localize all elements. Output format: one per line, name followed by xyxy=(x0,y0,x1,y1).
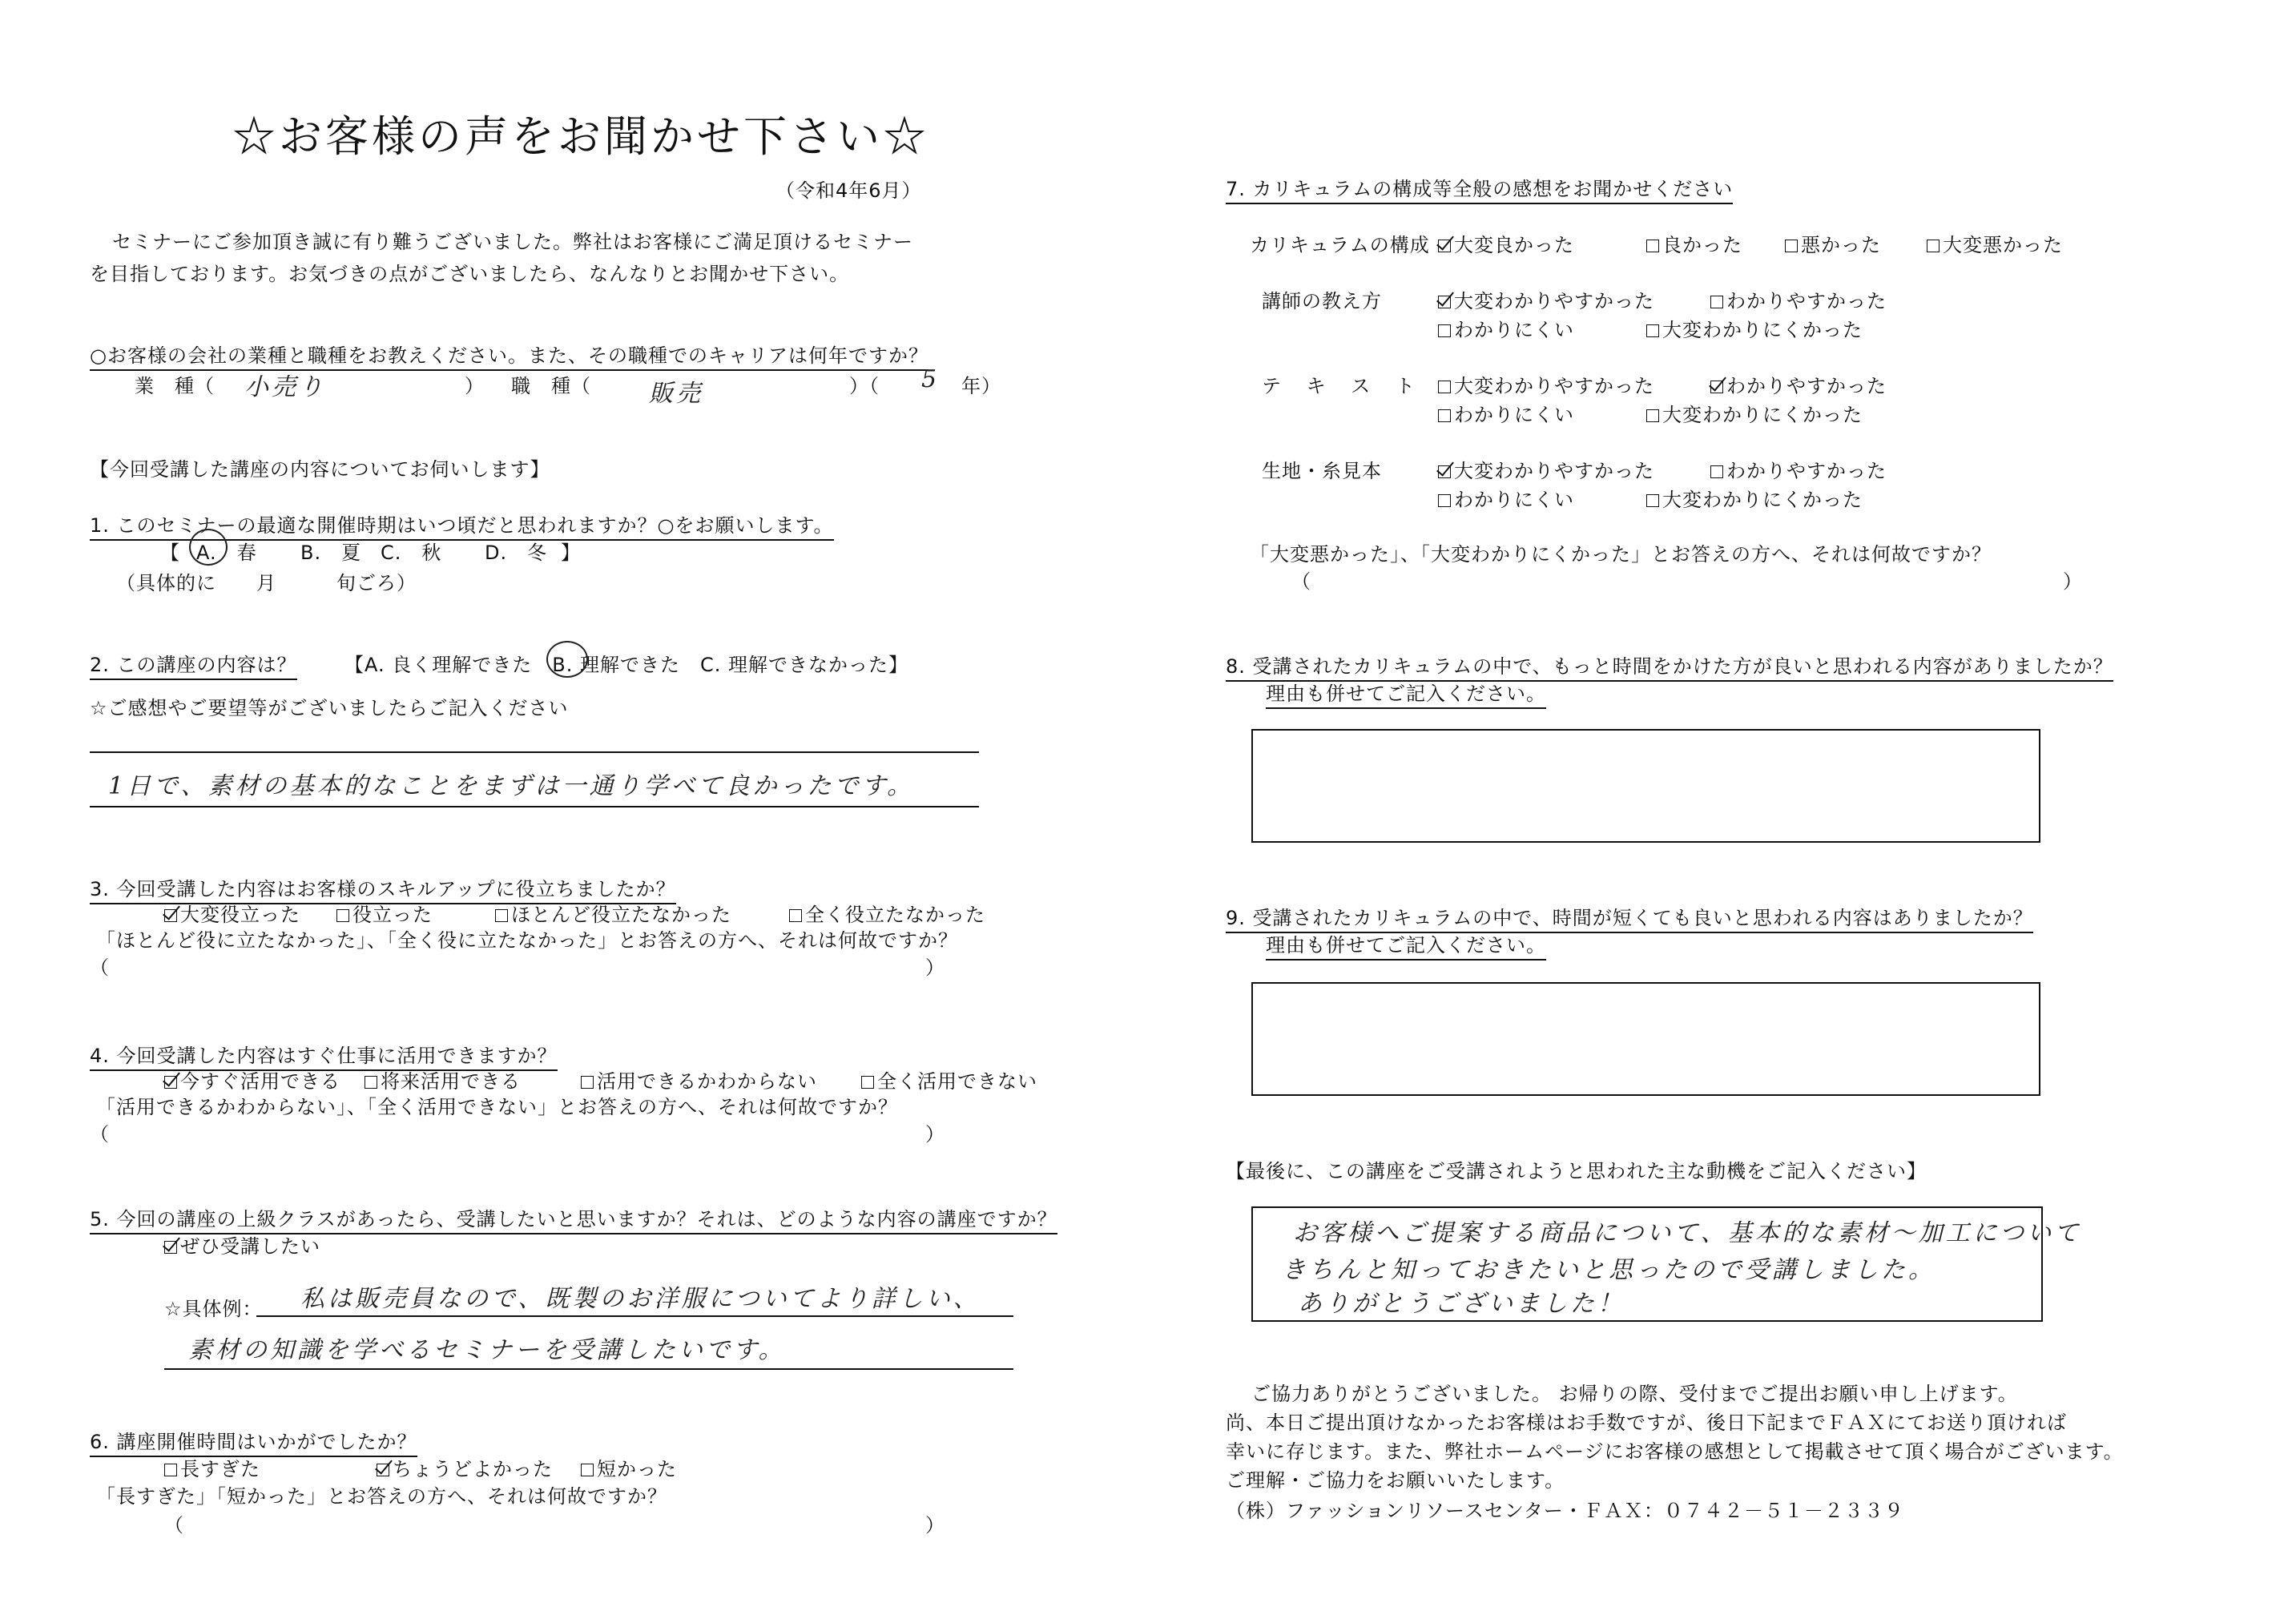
company-fax: （株）ファッションリソースセンター・ＦＡＸ：０７４２－５１－２３３９ xyxy=(1226,1500,1904,1522)
industry-label: 業 種（ xyxy=(135,375,215,397)
q3-reason-prompt: 「ほとんど役に立たなかった」、「全く役に立たなかった」とお答えの方へ、それは何故ですか？ xyxy=(96,929,958,952)
q1-option-a[interactable]: A. 春 xyxy=(196,542,257,564)
industry-value[interactable]: 小売り xyxy=(244,373,326,401)
q8-question: 8. 受講されたカリキュラムの中で、もっと時間をかけた方が良いと思われる内容がありましたか？ xyxy=(1226,650,2113,682)
q5-question: 5. 今回の講座の上級クラスがあったら、受講したいと思いますか？それは、どのような内容の講座ですか？ xyxy=(90,1203,1057,1234)
intro-line-1: セミナーにご参加頂き誠に有り難うございました。弊社はお客様にご満足頂けるセミナー xyxy=(112,231,913,253)
q4-reason-prompt: 「活用できるかわからない」、「全く活用できない」とお答えの方へ、それは何故ですか？ xyxy=(96,1096,898,1118)
q1-question: 1. このセミナーの最適な開催時期はいつ頃だと思われますか？○をお願いします。 xyxy=(90,509,834,541)
q5-example-line-2[interactable]: 素材の知識を学べるセミナーを受講したいです。 xyxy=(188,1336,786,1364)
q1-detail: （具体的に 月 旬ごろ） xyxy=(116,572,417,594)
q7-row-3-option-1[interactable]: 大変わかりやすかった xyxy=(1438,370,1654,398)
checkbox-checked-icon xyxy=(1438,296,1451,308)
q7-row-2-option-1[interactable]: 大変わかりやすかった xyxy=(1438,285,1654,313)
motive-answer-box[interactable] xyxy=(1251,1206,2082,1322)
checkbox-icon xyxy=(1438,409,1451,422)
q7-row-2-label: 講師の教え方 xyxy=(1262,290,1382,312)
checkbox-icon xyxy=(1785,240,1798,252)
checkbox-icon xyxy=(1927,240,1940,252)
years-value[interactable]: 5 xyxy=(921,365,941,393)
q6-paren-close: ） xyxy=(925,1514,945,1536)
motive-line-3: ありがとうございました！ xyxy=(1298,1290,1625,1318)
q1-option-b[interactable]: B. 夏 xyxy=(300,542,362,564)
job-close: ）（ xyxy=(849,375,880,397)
q5-line-2 xyxy=(164,1368,1013,1370)
checkbox-icon xyxy=(1710,465,1723,478)
q7-row-4-option-3[interactable]: わかりにくい xyxy=(1438,484,1574,512)
q5-example-line-1[interactable]: 私は販売員なので、既製のお洋服についてより詳しい、 xyxy=(300,1285,981,1313)
form-date: （令和4年6月） xyxy=(775,179,922,202)
motive-line-2: きちんと知っておきたいと思ったので受講しました。 xyxy=(1282,1256,1935,1284)
checkbox-checked-icon xyxy=(1438,465,1451,478)
q9-sub: 理由も併せてご記入ください。 xyxy=(1266,929,1546,961)
job-label: 職 種（ xyxy=(511,375,591,397)
q4-option-2[interactable]: 将来活用できる xyxy=(365,1065,521,1093)
q4-option-1[interactable]: 今すぐ活用できる xyxy=(164,1065,340,1093)
q1-bracket-open: 【 xyxy=(160,542,180,564)
closing-line-4: ご理解・ご協力をお願いいたします。 xyxy=(1226,1469,1565,1492)
checkbox-icon xyxy=(861,1076,874,1089)
checkbox-icon xyxy=(495,909,508,922)
checkbox-checked-icon xyxy=(164,909,177,922)
closing-line-3: 幸いに存じます。また、弊社ホームページにお客様の感想として掲載させて頂く場合がございます。 xyxy=(1226,1440,2124,1463)
q2-selection-circle xyxy=(546,641,588,678)
checkbox-icon xyxy=(365,1076,377,1089)
checkbox-icon xyxy=(1438,324,1451,337)
q7-row-4-label: 生地・糸見本 xyxy=(1262,460,1382,482)
closing-line-2: 尚、本日ご提出頂けなかったお客様はお手数ですが、後日下記までＦＡＸにてお送り頂ければ xyxy=(1226,1412,2067,1434)
q2-options[interactable]: 【A. 良く理解できた B. 理解できた C. 理解できなかった】 xyxy=(344,654,908,676)
job-value[interactable]: 販売 xyxy=(649,380,703,408)
checkbox-checked-icon xyxy=(164,1241,177,1254)
q3-question: 3. 今回受講した内容はお客様のスキルアップに役立ちましたか？ xyxy=(90,873,676,904)
checkbox-icon xyxy=(1438,381,1451,393)
motive-line-1: お客様へご提案する商品について、基本的な素材～加工について xyxy=(1293,1219,2082,1247)
checkbox-icon xyxy=(1438,494,1451,507)
q7-row-2-option-2[interactable]: わかりやすかった xyxy=(1710,285,1887,313)
q7-row-3-option-4[interactable]: 大変わかりにくかった xyxy=(1646,399,1863,427)
q3-option-2[interactable]: 役立った xyxy=(336,899,433,927)
q6-question: 6. 講座開催時間はいかがでしたか？ xyxy=(90,1426,417,1457)
q2-comment-label: ☆ご感想やご要望等がございましたらご記入ください xyxy=(90,697,569,719)
checkbox-icon xyxy=(789,909,802,922)
q3-paren-open: （ xyxy=(90,956,110,979)
q6-reason-prompt: 「長すぎた」「短かった」とお答えの方へ、それは何故ですか？ xyxy=(96,1485,667,1508)
q4-option-4[interactable]: 全く活用できない xyxy=(861,1065,1037,1093)
checkbox-icon xyxy=(1646,324,1659,337)
checkbox-icon xyxy=(1710,296,1723,308)
q6-option-2[interactable]: ちょうどよかった xyxy=(377,1453,553,1481)
checkbox-checked-icon xyxy=(377,1464,389,1476)
q7-row-3-option-3[interactable]: わかりにくい xyxy=(1438,399,1574,427)
q7-row-1-option-3[interactable]: 悪かった xyxy=(1785,229,1881,257)
q7-reason-prompt: 「大変悪かった」、「大変わかりにくかった」とお答えの方へ、それは何故ですか？ xyxy=(1250,543,1992,566)
q1-selection-circle xyxy=(189,529,228,566)
checkbox-checked-icon xyxy=(1438,240,1451,252)
q8-answer-box[interactable] xyxy=(1251,729,2040,843)
q7-row-1-option-4[interactable]: 大変悪かった xyxy=(1927,229,2063,257)
checkbox-icon xyxy=(336,909,349,922)
section-header: 【今回受講した講座の内容についてお伺いします】 xyxy=(90,458,550,481)
motive-question: 【最後に、この講座をご受講されようと思われた主な動機をご記入ください】 xyxy=(1226,1160,1927,1182)
q3-option-4[interactable]: 全く役立たなかった xyxy=(789,899,985,927)
industry-question: ○お客様の会社の業種と職種をお教えください。また、その職種でのキャリアは何年ですか？ xyxy=(90,340,928,371)
page-title: ☆お客様の声をお聞かせ下さい☆ xyxy=(232,111,929,162)
q7-row-4-option-1[interactable]: 大変わかりやすかった xyxy=(1438,455,1654,483)
q7-paren-open: （ xyxy=(1291,570,1311,593)
q7-row-3-option-2[interactable]: わかりやすかった xyxy=(1710,370,1887,398)
q3-paren-close: ） xyxy=(925,956,945,979)
q7-row-1-option-2[interactable]: 良かった xyxy=(1646,229,1742,257)
closing-line-1: ご協力ありがとうございました。 お帰りの際、受付までご提出お願い申し上げます。 xyxy=(1251,1383,2018,1405)
q4-question: 4. 今回受講した内容はすぐ仕事に活用できますか？ xyxy=(90,1040,558,1071)
q7-row-3-label: テ キ ス ト xyxy=(1262,375,1424,397)
checkbox-icon xyxy=(1646,494,1659,507)
q5-option[interactable]: ぜひ受講したい xyxy=(164,1230,320,1259)
q1-option-d[interactable]: D. 冬 xyxy=(485,542,548,564)
q2-line-2 xyxy=(90,806,979,807)
industry-close: ） xyxy=(465,375,485,397)
q9-question: 9. 受講されたカリキュラムの中で、時間が短くても良いと思われる内容はありましたか？ xyxy=(1226,902,2033,933)
q7-question: 7. カリキュラムの構成等全般の感想をお聞かせください xyxy=(1226,173,1733,204)
q5-line-1 xyxy=(256,1315,1013,1317)
q4-paren-open: （ xyxy=(90,1123,110,1146)
q7-row-1-label: カリキュラムの構成 xyxy=(1250,234,1430,256)
q6-option-3[interactable]: 短かった xyxy=(581,1453,677,1481)
checkbox-icon xyxy=(1646,409,1659,422)
checkbox-icon xyxy=(581,1464,594,1476)
q4-option-3[interactable]: 活用できるかわからない xyxy=(581,1065,817,1093)
checkbox-icon xyxy=(1646,240,1659,252)
q1-option-c[interactable]: C. 秋 xyxy=(381,542,442,564)
q6-option-1[interactable]: 長すぎた xyxy=(164,1453,260,1481)
q3-option-1[interactable]: 大変役立った xyxy=(164,899,300,927)
q4-paren-close: ） xyxy=(925,1123,945,1146)
q7-row-2-option-4[interactable]: 大変わかりにくかった xyxy=(1646,314,1863,342)
q2-question: 2. この講座の内容は？ xyxy=(90,649,297,680)
checkbox-icon xyxy=(581,1076,594,1089)
intro-line-2: を目指しております。お気づきの点がございましたら、なんなりとお聞かせ下さい。 xyxy=(90,263,850,285)
q7-row-2-option-3[interactable]: わかりにくい xyxy=(1438,314,1574,342)
q2-line-1 xyxy=(90,751,979,753)
q3-option-3[interactable]: ほとんど役立たなかった xyxy=(495,899,731,927)
q8-sub: 理由も併せてご記入ください。 xyxy=(1266,678,1546,709)
q7-row-1-option-1[interactable]: 大変良かった xyxy=(1438,229,1574,257)
q7-paren-close: ） xyxy=(2063,570,2083,593)
checkbox-checked-icon xyxy=(164,1076,177,1089)
q5-example-label: ☆具体例： xyxy=(164,1298,263,1320)
checkbox-icon xyxy=(164,1464,177,1476)
q6-paren-open: （ xyxy=(164,1514,184,1536)
years-unit: 年） xyxy=(961,375,1001,397)
q7-row-4-option-2[interactable]: わかりやすかった xyxy=(1710,455,1887,483)
q9-answer-box[interactable] xyxy=(1251,982,2040,1096)
checkbox-checked-icon xyxy=(1710,381,1723,393)
q7-row-4-option-4[interactable]: 大変わかりにくかった xyxy=(1646,484,1863,512)
q2-comment-value[interactable]: 1日で、素材の基本的なことをまずは一通り学べて良かったです。 xyxy=(108,772,915,800)
q1-bracket-close: 】 xyxy=(561,542,581,564)
